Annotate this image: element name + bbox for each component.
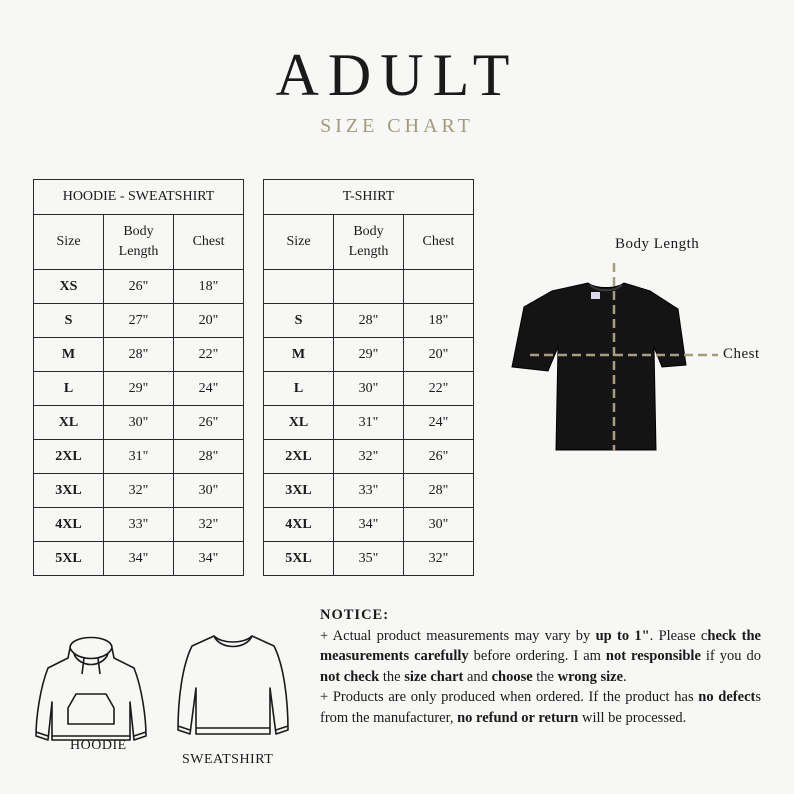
- notice-text-run: and: [463, 668, 492, 685]
- hoodie-caption: HOODIE: [70, 738, 127, 753]
- chest-cell: 18": [174, 270, 244, 304]
- notice-text-run: choose: [491, 668, 533, 685]
- table-row: [264, 474, 474, 508]
- notice-text-run: the: [532, 668, 558, 685]
- tshirt-table-header-row: [264, 215, 474, 270]
- size-cell: 2XL: [34, 440, 104, 474]
- page-subtitle: SIZE CHART: [320, 115, 474, 137]
- table-row: [264, 304, 474, 338]
- size-cell: 5XL: [264, 542, 334, 576]
- body-length-cell: 34": [104, 542, 174, 576]
- notice-paragraph-1: [320, 626, 761, 688]
- tshirt-size-table: [263, 179, 474, 576]
- table-row: [34, 304, 244, 338]
- hoodie-table-header-cell: Size: [34, 215, 104, 270]
- chest-cell: 24": [404, 406, 474, 440]
- chest-cell: 20": [404, 338, 474, 372]
- size-cell: 5XL: [34, 542, 104, 576]
- body-length-cell: 32": [334, 440, 404, 474]
- chest-cell: 26": [174, 406, 244, 440]
- table-row: [264, 372, 474, 406]
- tshirt-diagram: [500, 255, 725, 455]
- body-length-cell: 28": [334, 304, 404, 338]
- hoodie-table-header-cell: Chest: [174, 215, 244, 270]
- size-cell: XS: [34, 270, 104, 304]
- notice-text-run: size chart: [404, 668, 464, 685]
- notice-text-run: no defect: [698, 689, 756, 706]
- page-title: ADULT: [275, 42, 519, 108]
- size-cell: M: [264, 338, 334, 372]
- tshirt-table-header-cell: Chest: [404, 215, 474, 270]
- chest-cell: 18": [404, 304, 474, 338]
- notice-text-run: the: [379, 668, 405, 685]
- chest-cell: 32": [404, 542, 474, 576]
- table-row: [264, 440, 474, 474]
- size-cell: XL: [34, 406, 104, 440]
- hoodie-icon: [30, 628, 152, 750]
- notice-text-run: heck the measurements carefully: [320, 627, 761, 665]
- body-length-cell: 34": [334, 508, 404, 542]
- body-length-label: Body Length: [615, 236, 700, 252]
- hoodie-table-header-cell: Body Length: [104, 215, 174, 270]
- chest-cell: 32": [174, 508, 244, 542]
- tshirt-icon: [512, 283, 686, 450]
- body-length-cell: [334, 270, 404, 304]
- notice-text-run: s from the manufacturer,: [320, 689, 761, 726]
- body-length-cell: 32": [104, 474, 174, 508]
- chest-cell: 30": [404, 508, 474, 542]
- size-cell: 2XL: [264, 440, 334, 474]
- chest-cell: 24": [174, 372, 244, 406]
- table-row: [264, 338, 474, 372]
- size-cell: S: [264, 304, 334, 338]
- sweatshirt-icon: [174, 630, 292, 742]
- hoodie-size-table: [33, 179, 244, 576]
- size-cell: 4XL: [34, 508, 104, 542]
- chest-cell: 26": [404, 440, 474, 474]
- chest-cell: 34": [174, 542, 244, 576]
- chest-cell: 20": [174, 304, 244, 338]
- body-length-cell: 26": [104, 270, 174, 304]
- notice-text-run: .: [623, 668, 627, 685]
- notice-text-run: if you do: [700, 648, 761, 665]
- tshirt-table-header-cell: Size: [264, 215, 334, 270]
- body-length-cell: 28": [104, 338, 174, 372]
- sweatshirt-caption: SWEATSHIRT: [182, 752, 274, 767]
- size-cell: XL: [264, 406, 334, 440]
- body-length-cell: 30": [334, 372, 404, 406]
- notice-heading: NOTICE:: [320, 607, 390, 623]
- chest-cell: [404, 270, 474, 304]
- size-cell: 3XL: [264, 474, 334, 508]
- notice-text-run: not check: [320, 668, 380, 685]
- table-row: [34, 440, 244, 474]
- size-cell: L: [34, 372, 104, 406]
- size-cell: [264, 270, 334, 304]
- notice-text-run: not responsible: [605, 648, 701, 665]
- table-row: [264, 542, 474, 576]
- body-length-cell: 33": [334, 474, 404, 508]
- body-length-cell: 29": [104, 372, 174, 406]
- body-length-cell: 31": [104, 440, 174, 474]
- body-length-cell: 29": [334, 338, 404, 372]
- body-length-cell: 33": [104, 508, 174, 542]
- body-length-cell: 30": [104, 406, 174, 440]
- table-row: [34, 474, 244, 508]
- chest-cell: 22": [174, 338, 244, 372]
- notice-text-run: + Products are only produced when ordered. If the product has: [320, 689, 699, 706]
- chest-cell: 30": [174, 474, 244, 508]
- notice-text-run: + Actual product measurements may vary by: [320, 627, 596, 644]
- chest-cell: 22": [404, 372, 474, 406]
- notice-text-run: up to 1": [595, 627, 650, 644]
- hoodie-table-header-row: [34, 215, 244, 270]
- body-length-cell: 35": [334, 542, 404, 576]
- size-cell: M: [34, 338, 104, 372]
- table-row: [34, 406, 244, 440]
- hoodie-table-caption: HOODIE - SWEATSHIRT: [34, 180, 244, 215]
- table-row: [34, 508, 244, 542]
- chest-label: Chest: [723, 346, 760, 362]
- tshirt-table-caption: T-SHIRT: [264, 180, 474, 215]
- table-row: [34, 270, 244, 304]
- tshirt-table-header-cell: Body Length: [334, 215, 404, 270]
- table-row: [34, 542, 244, 576]
- notice-text-run: before ordering. I am: [468, 648, 606, 665]
- table-row: [264, 508, 474, 542]
- notice-paragraph-2: [320, 687, 761, 728]
- table-row: [34, 372, 244, 406]
- body-length-cell: 27": [104, 304, 174, 338]
- table-row: [264, 406, 474, 440]
- notice-text-run: . Please c: [649, 627, 708, 644]
- notice-text-run: will be processed.: [578, 709, 687, 726]
- size-cell: 3XL: [34, 474, 104, 508]
- chest-cell: 28": [404, 474, 474, 508]
- notice-text-run: no refund or return: [457, 709, 579, 726]
- chest-cell: 28": [174, 440, 244, 474]
- size-cell: S: [34, 304, 104, 338]
- notice-block: [320, 605, 761, 729]
- table-row: [264, 270, 474, 304]
- size-cell: L: [264, 372, 334, 406]
- body-length-cell: 31": [334, 406, 404, 440]
- table-row: [34, 338, 244, 372]
- notice-text-run: wrong size: [557, 668, 624, 685]
- size-cell: 4XL: [264, 508, 334, 542]
